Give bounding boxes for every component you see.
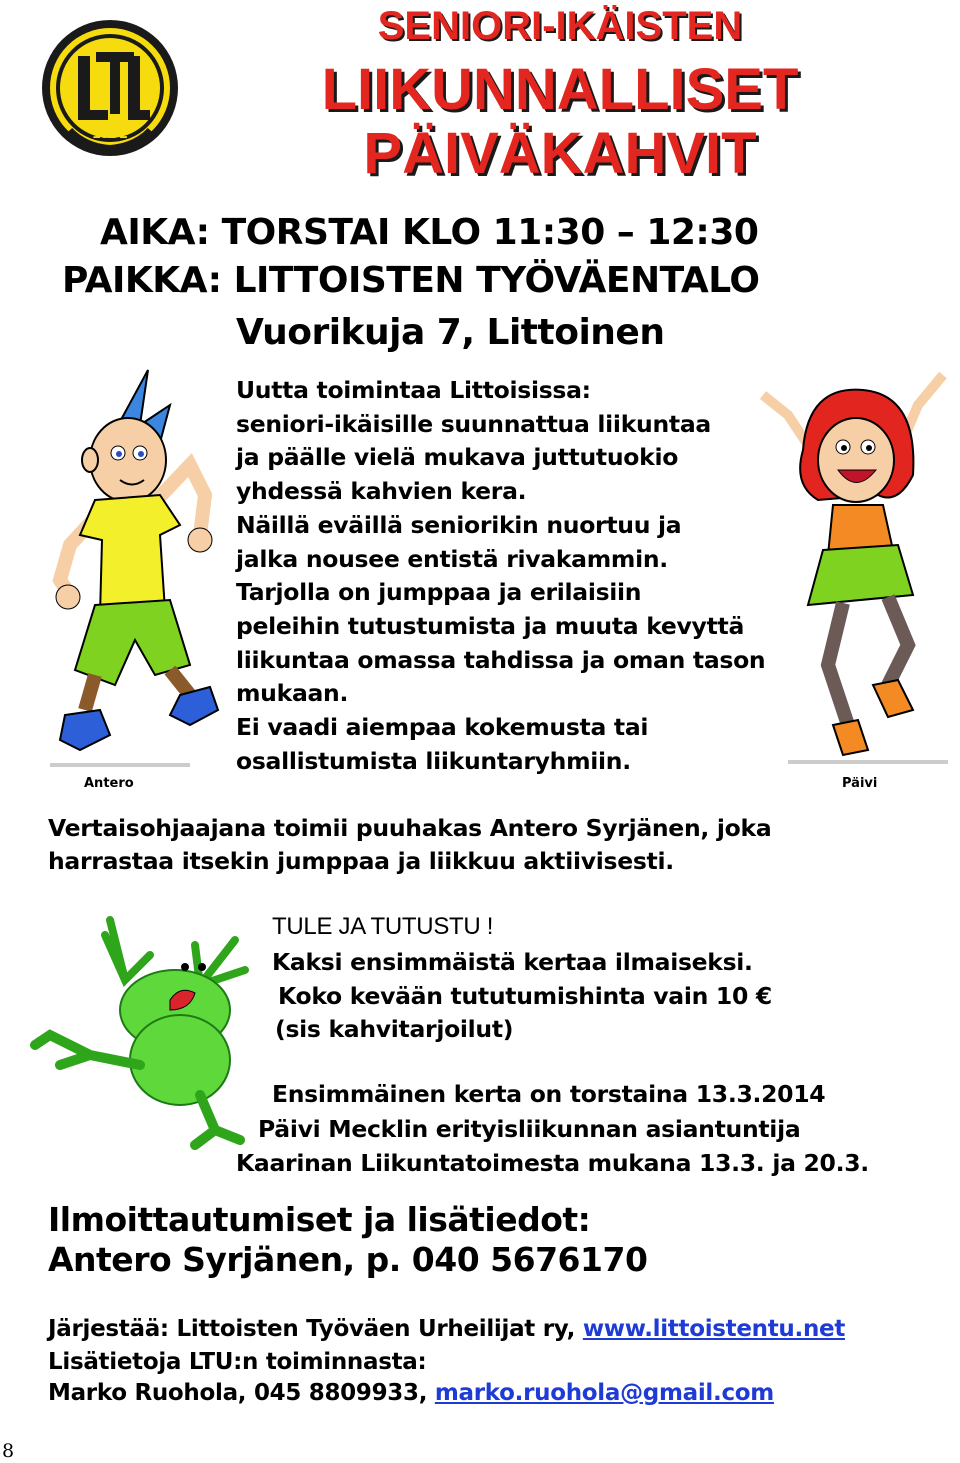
- antero-illustration: [40, 365, 220, 775]
- registration-heading: Ilmoittautumiset ja lisätiedot:: [48, 1200, 591, 1239]
- first-time-line-1: Ensimmäinen kerta on torstaina 13.3.2014: [272, 1080, 826, 1108]
- footer-contact-line: [48, 1377, 774, 1410]
- event-place: PAIKKA: LITTOISTEN TYÖVÄENTALO: [62, 260, 760, 301]
- invite-line-2: Koko kevään tututumishinta vain 10 €: [278, 982, 772, 1010]
- description-line: ja päälle vielä mukava juttutuokio: [236, 443, 679, 472]
- logo-year: 1932: [91, 127, 129, 142]
- description-line: yhdessä kahvien kera.: [236, 477, 527, 506]
- description-line: mukaan.: [236, 679, 349, 708]
- club-logo: [40, 18, 180, 158]
- title-line-2: LIIKUNNALLISET: [321, 57, 799, 122]
- title-line-1: SENIORI-IKÄISTEN: [377, 4, 743, 48]
- organizer-text: Järjestää: Littoisten Työväen Urheilijat ry,: [48, 1316, 576, 1342]
- contact-person: Marko Ruohola, 045 8809933,: [48, 1380, 428, 1406]
- title-line-3: PÄIVÄKAHVIT: [363, 121, 757, 186]
- instructor-line: harrastaa itsekin jumppaa ja liikkuu aktiivisesti.: [48, 847, 674, 875]
- description-line: seniori-ikäisille suunnattua liikuntaa: [236, 409, 711, 438]
- antero-caption: Antero: [84, 776, 134, 791]
- frog-illustration: [30, 915, 255, 1150]
- footer-more-info: Lisätietoja LTU:n toiminnasta:: [48, 1349, 427, 1375]
- website-link[interactable]: www.littoistentu.net: [582, 1316, 846, 1342]
- invite-heading: TULE JA TUTUSTU !: [272, 913, 494, 940]
- description-line: jalka nousee entistä rivakammin.: [236, 544, 668, 573]
- instructor-block: [48, 812, 771, 878]
- description-line: Tarjolla on jumppaa ja erilaisiin: [236, 578, 642, 607]
- invite-line-3: (sis kahvitarjoilut): [275, 1015, 514, 1043]
- description-line: liikuntaa omassa tahdissa ja oman tason: [236, 645, 766, 674]
- description-line: Uutta toimintaa Littoisissa:: [236, 376, 591, 404]
- paivi-caption: Päivi: [842, 776, 878, 791]
- instructor-line: Vertaisohjaajana toimii puuhakas Antero Syrjänen, joka: [48, 814, 772, 842]
- description-line: Ei vaadi aiempaa kokemusta tai: [236, 713, 649, 742]
- first-time-line-2: Päivi Mecklin erityisliikunnan asiantuntija: [258, 1115, 801, 1143]
- event-time: AIKA: TORSTAI KLO 11:30 – 12:30: [100, 212, 759, 253]
- registration-contact: Antero Syrjänen, p. 040 5676170: [48, 1240, 648, 1279]
- description-line: peleihin tutustumista ja muuta kevyttä: [236, 611, 744, 640]
- email-link[interactable]: marko.ruohola@gmail.com: [434, 1380, 774, 1406]
- description-line: osallistumista liikuntaryhmiin.: [236, 746, 631, 775]
- paivi-illustration: [748, 355, 960, 775]
- logo-letters: LTL: [109, 44, 111, 45]
- first-time-line-3: Kaarinan Liikuntatoimesta mukana 13.3. ja 20.3.: [236, 1149, 869, 1177]
- page-number: 8: [2, 1440, 15, 1462]
- footer-organizer-line: [48, 1313, 845, 1346]
- invite-line-1: Kaksi ensimmäistä kertaa ilmaiseksi.: [272, 948, 753, 976]
- description-line: Näillä eväillä seniorikin nuortuu ja: [236, 510, 682, 539]
- description-block: [236, 374, 765, 778]
- event-address: Vuorikuja 7, Littoinen: [236, 312, 665, 353]
